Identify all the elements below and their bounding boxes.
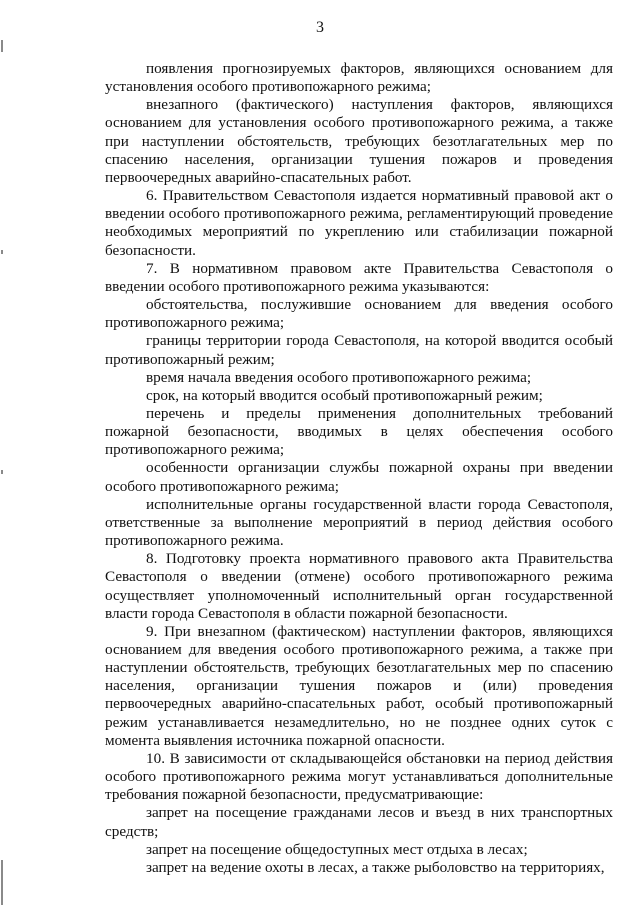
paragraph: внезапного (фактического) наступления факторов, являющихся основанием для установления особого противопожарного режима, а также при наступлении обстоятельств, требующих безотлагательных мер по спасению населения, организации тушения пожаров и проведения первоочередных аварийно-спасательных работ. [105, 96, 613, 186]
paragraph: запрет на посещение общедоступных мест отдыха в лесах; [146, 840, 528, 858]
paragraph: 10. В зависимости от складывающейся обстановки на период действия особого противопожарного режима могут устанавливаться дополнительные требования пожарной безопасности, предусматривающие: [105, 749, 613, 804]
scan-edge-mark [1, 470, 3, 474]
paragraph: запрет на посещение гражданами лесов и въезд в них транспортных средств; [105, 804, 613, 840]
paragraph: исполнительные органы государственной власти города Севастополя, ответственные за выполнение мероприятий в период действия особого противопожарного режима. [105, 495, 613, 550]
paragraph: границы территории города Севастополя, на которой вводится особый противопожарный режим; [105, 332, 613, 368]
paragraph: срок, на который вводится особый противопожарный режим; [146, 386, 543, 404]
page-number: 3 [316, 19, 324, 36]
paragraph: время начала введения особого противопожарного режима; [146, 368, 532, 386]
scan-edge-mark [1, 40, 3, 52]
scan-edge-mark [1, 250, 3, 254]
document-body [105, 60, 613, 877]
paragraph: 9. При внезапном (фактическом) наступлении факторов, являющихся основанием для введения особого противопожарного режима, а также при наступлении обстоятельств, требующих безотлагательных мер по спасению населения, организации тушения пожаров и (или) проведения первоочередных аварийно-спасательных работ, особый противопожарный режим устанавливается незамедлительно, но не позднее одних суток с момента выявления источника пожарной опасности. [105, 622, 613, 749]
paragraph: появления прогнозируемых факторов, являющихся основанием для установления особого противопожарного режима; [105, 60, 613, 96]
paragraph: перечень и пределы применения дополнительных требований пожарной безопасности, вводимых в целях обеспечения особого противопожарного режима; [105, 404, 613, 459]
paragraph: особенности организации службы пожарной охраны при введении особого противопожарного режима; [105, 459, 613, 495]
paragraph: обстоятельства, послужившие основанием для введения особого противопожарного режима; [105, 296, 613, 332]
paragraph: 7. В нормативном правовом акте Правительства Севастополя о введении особого противопожарного режима указываются: [105, 259, 613, 295]
scan-edge-mark [1, 860, 3, 905]
paragraph: запрет на ведение охоты в лесах, а также рыболовство на территориях, [146, 858, 605, 876]
paragraph: 8. Подготовку проекта нормативного правового акта Правительства Севастополя о введении (отмене) особого противопожарного режима осуществляет уполномоченный исполнительный орган государственной власти города Севастополя в области пожарной безопасности. [105, 550, 613, 622]
paragraph: 6. Правительством Севастополя издается нормативный правовой акт о введении особого противопожарного режима, регламентирующий проведение необходимых мероприятий по укреплению или стабилизации пожарной безопасности. [105, 187, 613, 259]
